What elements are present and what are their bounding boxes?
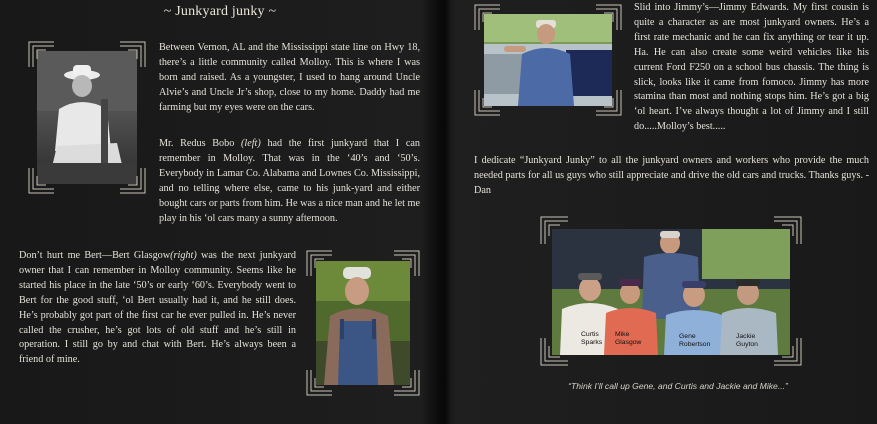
paragraph-bert-glasgow-text-continued: was the next junkyard owner that I can remember in Molloy community. Seems like he started his place in the late ‘50’s or early ‘60’s. Everybody went to Bert for the good stuff, ‘ol Bert usually had it, and he still does. He’s probably got part of the first car he ever pulled in. He’s never called the crusher, he’s got lots of old stuff and he’s still in operation. I still go by and chat with Bert. He’s always been a friend of mine. bbox=[19, 250, 296, 366]
photo-frame-ornament bbox=[540, 216, 802, 366]
photo-group-frame bbox=[540, 216, 802, 366]
paragraph-bert-glasgow-right-note: (right) bbox=[170, 250, 197, 261]
tag-curtis-sparks: Curtis Sparks bbox=[581, 331, 603, 346]
page-heading: ~ Junkyard junky ~ bbox=[163, 4, 277, 19]
paragraph-bert-glasgow-text: Don’t hurt me Bert—Bert Glasgow bbox=[19, 250, 171, 261]
paragraph-redus-bobo-text-continued: had the first junkyard that I can remember in Molloy. That was in the ‘40’s and ‘50’s. Everybody in Lamar Co. Alabama and Lownes Co. Mississippi, and no telling where else, came to his junk-yard and either bought cars or parts from him. He was a nice man and he let me play in his ‘ol cars many a sunny afternoon. bbox=[159, 138, 420, 224]
paragraph-redus-bobo bbox=[159, 137, 420, 226]
photo-jimmy-edwards-frame bbox=[474, 4, 622, 116]
photo-frame-ornament bbox=[28, 41, 146, 194]
tag-gene-robertson: Gene Robertson bbox=[679, 333, 711, 348]
paragraph-intro: Between Vernon, AL and the Mississippi state line on Hwy 18, there’s a little community called Molloy. This is where I was born and raised. As a youngster, I used to hang around Uncle Alvie’s and Uncle Jr’s shop, close to my home. Daddy had me farming but my eyes were on the cars. bbox=[159, 42, 420, 113]
tag-mike-glasgow: Mike Glasgow bbox=[615, 331, 642, 346]
photo-frame-ornament bbox=[306, 250, 420, 396]
page-fold bbox=[437, 0, 451, 424]
paragraph-redus-bobo-text: Mr. Redus Bobo bbox=[159, 138, 241, 149]
photo-redus-bobo-frame bbox=[28, 41, 146, 194]
paragraph-dedication: I dedicate “Junkyard Junky” to all the junkyard owners and workers who provide the much needed parts for all us guys who still appreciate and drive the old cars and trucks. Thanks guys. - Dan bbox=[474, 155, 869, 196]
paragraph-redus-bobo-left-note: (left) bbox=[240, 138, 261, 149]
paragraph-bert-glasgow bbox=[19, 249, 296, 368]
photo-frame-ornament bbox=[474, 4, 622, 116]
photo-bert-glasgow-frame bbox=[306, 250, 420, 396]
tag-jackie-guyton: Jackie Guyton bbox=[736, 333, 758, 348]
paragraph-jimmy-edwards: Slid into Jimmy’s—Jimmy Edwards. My first cousin is quite a character as are most junkyard owners. He’s a first rate mechanic and he can fix anything or tear it up. Ha. He can also create some weird vehicles like his current Ford F250 on a school bus chassis. The thing is slick, looks like it came from fomoco. Jimmy has more stamina than most and nothing stops him. He’s got a big ‘ol heart. I’ve always thought a lot of Jimmy and I still do.....Molloy’s best..... bbox=[634, 2, 869, 133]
group-photo-caption: “Think I’ll call up Gene, and Curtis and Jackie and Mike...” bbox=[568, 381, 788, 391]
